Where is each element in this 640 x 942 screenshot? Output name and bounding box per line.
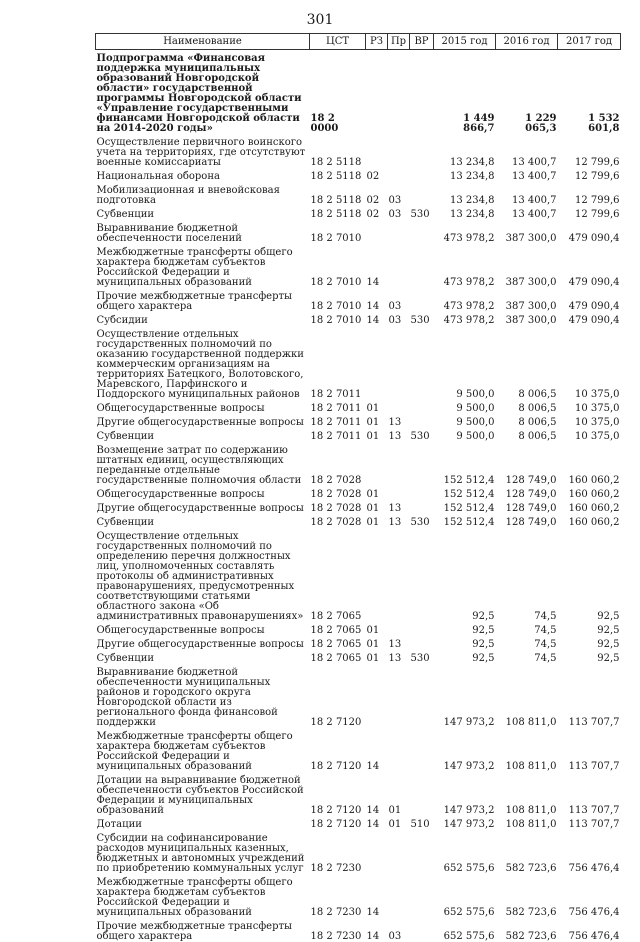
row-vr: [410, 400, 434, 414]
row-value-2015: 13 234,8: [434, 168, 496, 182]
row-name: Общегосударственные вопросы: [96, 622, 310, 636]
row-name: Субвенции: [96, 206, 310, 220]
row-name: Другие общегосударственные вопросы: [96, 636, 310, 650]
row-value-2016: 387 300,0: [496, 220, 558, 244]
row-vr: [410, 772, 434, 816]
row-pr: 13: [388, 414, 410, 428]
row-cst: 18 2 7011: [310, 326, 366, 400]
table-row: [96, 918, 621, 942]
row-cst: 18 2 7028: [310, 500, 366, 514]
row-value-2016: 387 300,0: [496, 244, 558, 288]
table-row: [96, 288, 621, 312]
table-row: [96, 650, 621, 664]
table-row: [96, 528, 621, 622]
row-cst: 18 2 7065: [310, 528, 366, 622]
table-row: [96, 50, 621, 135]
row-vr: [410, 664, 434, 728]
row-pr: [388, 486, 410, 500]
page-number: 301: [0, 12, 640, 28]
row-value-2017: 113 707,7: [558, 664, 621, 728]
row-pr: 03: [388, 206, 410, 220]
row-value-2017: 1 532 601,8: [558, 50, 621, 135]
row-cst: 18 2 7120: [310, 772, 366, 816]
row-cst: 18 2 7120: [310, 728, 366, 772]
row-value-2016: 108 811,0: [496, 728, 558, 772]
row-rz: 14: [366, 918, 388, 942]
row-value-2016: 128 749,0: [496, 442, 558, 486]
row-value-2015: 92,5: [434, 528, 496, 622]
table-body: [96, 50, 621, 942]
row-vr: [410, 918, 434, 942]
row-rz: 01: [366, 514, 388, 528]
table-row: [96, 728, 621, 772]
row-cst: 18 2 7120: [310, 664, 366, 728]
row-vr: [410, 486, 434, 500]
table-row: [96, 168, 621, 182]
row-value-2016: 74,5: [496, 528, 558, 622]
row-cst: 18 2 7011: [310, 414, 366, 428]
row-value-2017: 479 090,4: [558, 220, 621, 244]
row-value-2016: 8 006,5: [496, 400, 558, 414]
row-value-2017: 756 476,4: [558, 918, 621, 942]
row-value-2016: 13 400,7: [496, 182, 558, 206]
row-value-2015: 652 575,6: [434, 874, 496, 918]
row-cst: 18 2 7230: [310, 918, 366, 942]
row-rz: 02: [366, 206, 388, 220]
row-pr: 03: [388, 288, 410, 312]
row-name: Субвенции: [96, 514, 310, 528]
row-value-2015: 9 500,0: [434, 428, 496, 442]
row-vr: [410, 134, 434, 168]
row-name: Субсидии: [96, 312, 310, 326]
row-rz: [366, 442, 388, 486]
row-cst: 18 2 7028: [310, 514, 366, 528]
col-2016-header: 2016 год: [496, 34, 558, 50]
row-rz: 14: [366, 772, 388, 816]
row-vr: 510: [410, 816, 434, 830]
row-rz: 14: [366, 728, 388, 772]
row-rz: 01: [366, 400, 388, 414]
row-value-2017: 756 476,4: [558, 830, 621, 874]
row-pr: 03: [388, 182, 410, 206]
table-row: [96, 134, 621, 168]
row-vr: [410, 220, 434, 244]
col-cst-header: ЦСТ: [310, 34, 366, 50]
row-rz: 14: [366, 288, 388, 312]
table-row: [96, 244, 621, 288]
row-value-2015: 473 978,2: [434, 288, 496, 312]
row-value-2015: 473 978,2: [434, 220, 496, 244]
row-pr: [388, 220, 410, 244]
row-value-2016: 108 811,0: [496, 664, 558, 728]
row-value-2017: 92,5: [558, 528, 621, 622]
row-pr: [388, 528, 410, 622]
row-vr: [410, 326, 434, 400]
table-row: [96, 486, 621, 500]
table-row: [96, 500, 621, 514]
row-cst: 18 2 5118: [310, 134, 366, 168]
row-value-2017: 160 060,2: [558, 500, 621, 514]
row-value-2017: 160 060,2: [558, 442, 621, 486]
row-value-2016: 128 749,0: [496, 500, 558, 514]
row-cst: 18 2 7230: [310, 830, 366, 874]
row-value-2017: 479 090,4: [558, 244, 621, 288]
row-value-2016: 387 300,0: [496, 288, 558, 312]
row-value-2016: 74,5: [496, 650, 558, 664]
row-value-2015: 147 973,2: [434, 816, 496, 830]
row-value-2016: 128 749,0: [496, 486, 558, 500]
table-row: [96, 830, 621, 874]
row-value-2016: 8 006,5: [496, 428, 558, 442]
table-row: [96, 414, 621, 428]
row-cst: 18 2 7028: [310, 442, 366, 486]
row-vr: 530: [410, 650, 434, 664]
row-vr: [410, 728, 434, 772]
row-value-2015: 92,5: [434, 622, 496, 636]
row-name: Дотации: [96, 816, 310, 830]
row-name: Подпрограмма «Финансовая поддержка муниципальных образований Новгородской области» государственной программы Новгородской области «Управление государственными финансами Новгородской области на 2014-2020 годы»: [96, 50, 310, 135]
table-row: [96, 326, 621, 400]
row-name: Осуществление отдельных государственных полномочий по определению перечня должностных лиц, уполномоченных составлять протоколы об административных правонарушениях, предусмотренных соответствующими статьями областного закона «Об административных правонарушениях»: [96, 528, 310, 622]
row-pr: [388, 244, 410, 288]
row-vr: [410, 414, 434, 428]
table-row: [96, 636, 621, 650]
row-value-2016: 13 400,7: [496, 168, 558, 182]
row-value-2015: 92,5: [434, 636, 496, 650]
row-value-2017: 10 375,0: [558, 326, 621, 400]
row-vr: [410, 636, 434, 650]
row-name: Возмещение затрат по содержанию штатных единиц, осуществляющих переданные отдельные государственные полномочия области: [96, 442, 310, 486]
row-name: Осуществление отдельных государственных полномочий по оказанию государственной поддержки коммерческим организациям на территориях Батецкого, Волотовского, Маревского, Парфинского и Поддорского муниципальных районов: [96, 326, 310, 400]
row-pr: 13: [388, 650, 410, 664]
col-2017-header: 2017 год: [558, 34, 621, 50]
row-rz: [366, 220, 388, 244]
row-vr: [410, 622, 434, 636]
row-rz: 14: [366, 244, 388, 288]
row-value-2017: 113 707,7: [558, 816, 621, 830]
table-row: [96, 400, 621, 414]
row-vr: [410, 500, 434, 514]
row-name: Выравнивание бюджетной обеспеченности муниципальных районов и городского округа Новгородской области из регионального фонда финансовой поддержки: [96, 664, 310, 728]
row-value-2016: 74,5: [496, 636, 558, 650]
row-name: Другие общегосударственные вопросы: [96, 414, 310, 428]
row-value-2015: 652 575,6: [434, 830, 496, 874]
row-value-2017: 10 375,0: [558, 428, 621, 442]
table-row: [96, 220, 621, 244]
row-vr: [410, 830, 434, 874]
row-rz: 01: [366, 622, 388, 636]
row-cst: 18 2 7230: [310, 874, 366, 918]
budget-table: [95, 33, 621, 942]
row-pr: [388, 442, 410, 486]
row-vr: 530: [410, 312, 434, 326]
row-value-2015: 147 973,2: [434, 728, 496, 772]
row-pr: [388, 728, 410, 772]
row-rz: [366, 134, 388, 168]
row-pr: [388, 400, 410, 414]
row-value-2015: 92,5: [434, 650, 496, 664]
row-value-2016: 128 749,0: [496, 514, 558, 528]
row-cst: 18 2 5118: [310, 168, 366, 182]
row-value-2016: 74,5: [496, 622, 558, 636]
row-pr: [388, 622, 410, 636]
row-value-2015: 152 512,4: [434, 486, 496, 500]
row-rz: [366, 664, 388, 728]
row-rz: 01: [366, 500, 388, 514]
row-value-2017: 479 090,4: [558, 288, 621, 312]
row-value-2017: 113 707,7: [558, 772, 621, 816]
row-vr: [410, 168, 434, 182]
row-name: Субвенции: [96, 650, 310, 664]
row-pr: 13: [388, 428, 410, 442]
row-value-2015: 147 973,2: [434, 772, 496, 816]
row-vr: [410, 50, 434, 135]
table-row: [96, 514, 621, 528]
row-value-2016: 582 723,6: [496, 830, 558, 874]
row-value-2017: 12 799,6: [558, 168, 621, 182]
row-rz: 01: [366, 636, 388, 650]
row-cst: 18 2 7065: [310, 622, 366, 636]
table-row: [96, 622, 621, 636]
row-cst: 18 2 7065: [310, 636, 366, 650]
row-cst: 18 2 5118: [310, 182, 366, 206]
row-value-2015: 13 234,8: [434, 206, 496, 220]
row-cst: 18 2 5118: [310, 206, 366, 220]
row-name: Национальная оборона: [96, 168, 310, 182]
row-name: Прочие межбюджетные трансферты общего характера: [96, 918, 310, 942]
row-value-2015: 473 978,2: [434, 312, 496, 326]
row-vr: 530: [410, 206, 434, 220]
row-value-2015: 473 978,2: [434, 244, 496, 288]
row-cst: 18 2 7010: [310, 244, 366, 288]
row-value-2015: 9 500,0: [434, 326, 496, 400]
row-value-2017: 92,5: [558, 636, 621, 650]
table-row: [96, 206, 621, 220]
row-pr: [388, 168, 410, 182]
row-name: Мобилизационная и вневойсковая подготовка: [96, 182, 310, 206]
row-rz: 02: [366, 168, 388, 182]
row-pr: [388, 874, 410, 918]
row-pr: [388, 326, 410, 400]
row-value-2015: 13 234,8: [434, 182, 496, 206]
row-value-2017: 12 799,6: [558, 134, 621, 168]
row-value-2015: 652 575,6: [434, 918, 496, 942]
row-value-2017: 92,5: [558, 622, 621, 636]
row-pr: 01: [388, 816, 410, 830]
row-cst: 18 2 7028: [310, 486, 366, 500]
row-value-2017: 10 375,0: [558, 414, 621, 428]
row-vr: [410, 528, 434, 622]
table-row: [96, 442, 621, 486]
row-rz: [366, 50, 388, 135]
row-pr: 13: [388, 514, 410, 528]
row-value-2016: 13 400,7: [496, 206, 558, 220]
row-name: Другие общегосударственные вопросы: [96, 500, 310, 514]
row-cst: 18 2 7120: [310, 816, 366, 830]
table-row: [96, 664, 621, 728]
table-row: [96, 874, 621, 918]
row-value-2017: 479 090,4: [558, 312, 621, 326]
col-2015-header: 2015 год: [434, 34, 496, 50]
row-pr: 01: [388, 772, 410, 816]
row-rz: 01: [366, 414, 388, 428]
row-value-2016: 108 811,0: [496, 772, 558, 816]
row-name: Прочие межбюджетные трансферты общего характера: [96, 288, 310, 312]
row-value-2017: 10 375,0: [558, 400, 621, 414]
row-value-2017: 92,5: [558, 650, 621, 664]
col-pr-header: Пр: [388, 34, 410, 50]
row-value-2017: 160 060,2: [558, 486, 621, 500]
row-rz: 14: [366, 874, 388, 918]
row-vr: [410, 442, 434, 486]
row-pr: 03: [388, 312, 410, 326]
row-value-2015: 9 500,0: [434, 414, 496, 428]
table-row: [96, 182, 621, 206]
row-name: Субвенции: [96, 428, 310, 442]
row-vr: [410, 874, 434, 918]
row-cst: 18 2 7011: [310, 428, 366, 442]
row-name: Межбюджетные трансферты общего характера бюджетам субъектов Российской Федерации и муниципальных образований: [96, 728, 310, 772]
table-row: [96, 772, 621, 816]
row-cst: 18 2 7010: [310, 312, 366, 326]
row-cst: 18 2 7010: [310, 220, 366, 244]
row-cst: 18 2 7065: [310, 650, 366, 664]
row-cst: 18 2 0000: [310, 50, 366, 135]
table-row: [96, 312, 621, 326]
row-rz: 01: [366, 486, 388, 500]
table-row: [96, 428, 621, 442]
row-value-2017: 12 799,6: [558, 206, 621, 220]
row-value-2015: 152 512,4: [434, 442, 496, 486]
table-header-row: [96, 34, 621, 50]
row-vr: 530: [410, 514, 434, 528]
row-value-2015: 1 449 866,7: [434, 50, 496, 135]
row-value-2015: 147 973,2: [434, 664, 496, 728]
row-rz: [366, 830, 388, 874]
row-value-2015: 152 512,4: [434, 500, 496, 514]
col-name-header: Наименование: [96, 34, 310, 50]
row-rz: 14: [366, 816, 388, 830]
row-value-2017: 160 060,2: [558, 514, 621, 528]
row-cst: 18 2 7011: [310, 400, 366, 414]
row-vr: 530: [410, 428, 434, 442]
row-name: Общегосударственные вопросы: [96, 400, 310, 414]
col-vr-header: ВР: [410, 34, 434, 50]
row-vr: [410, 244, 434, 288]
row-value-2017: 113 707,7: [558, 728, 621, 772]
row-rz: [366, 528, 388, 622]
row-cst: 18 2 7010: [310, 288, 366, 312]
row-value-2016: 387 300,0: [496, 312, 558, 326]
row-pr: 13: [388, 500, 410, 514]
row-rz: [366, 326, 388, 400]
row-value-2016: 582 723,6: [496, 874, 558, 918]
row-pr: 03: [388, 918, 410, 942]
row-name: Межбюджетные трансферты общего характера бюджетам субъектов Российской Федерации и муниципальных образований: [96, 874, 310, 918]
row-name: Субсидии на софинансирование расходов муниципальных казенных, бюджетных и автономных учреждений по приобретению коммунальных услуг: [96, 830, 310, 874]
row-vr: [410, 182, 434, 206]
row-value-2017: 12 799,6: [558, 182, 621, 206]
row-value-2016: 1 229 065,3: [496, 50, 558, 135]
row-value-2016: 108 811,0: [496, 816, 558, 830]
row-name: Выравнивание бюджетной обеспеченности поселений: [96, 220, 310, 244]
row-pr: [388, 50, 410, 135]
row-rz: 01: [366, 428, 388, 442]
row-value-2016: 8 006,5: [496, 326, 558, 400]
row-name: Общегосударственные вопросы: [96, 486, 310, 500]
row-value-2016: 13 400,7: [496, 134, 558, 168]
col-rz-header: РЗ: [366, 34, 388, 50]
row-value-2015: 9 500,0: [434, 400, 496, 414]
row-value-2015: 152 512,4: [434, 514, 496, 528]
row-vr: [410, 288, 434, 312]
table-row: [96, 816, 621, 830]
row-value-2015: 13 234,8: [434, 134, 496, 168]
row-pr: 13: [388, 636, 410, 650]
row-name: Дотации на выравнивание бюджетной обеспеченности субъектов Российской Федерации и муниципальных образований: [96, 772, 310, 816]
row-name: Межбюджетные трансферты общего характера бюджетам субъектов Российской Федерации и муниципальных образований: [96, 244, 310, 288]
row-value-2016: 582 723,6: [496, 918, 558, 942]
row-value-2017: 756 476,4: [558, 874, 621, 918]
row-pr: [388, 134, 410, 168]
row-value-2016: 8 006,5: [496, 414, 558, 428]
row-pr: [388, 830, 410, 874]
row-rz: 01: [366, 650, 388, 664]
row-rz: 02: [366, 182, 388, 206]
row-rz: 14: [366, 312, 388, 326]
row-pr: [388, 664, 410, 728]
row-name: Осуществление первичного воинского учета на территориях, где отсутствуют военные комиссариаты: [96, 134, 310, 168]
